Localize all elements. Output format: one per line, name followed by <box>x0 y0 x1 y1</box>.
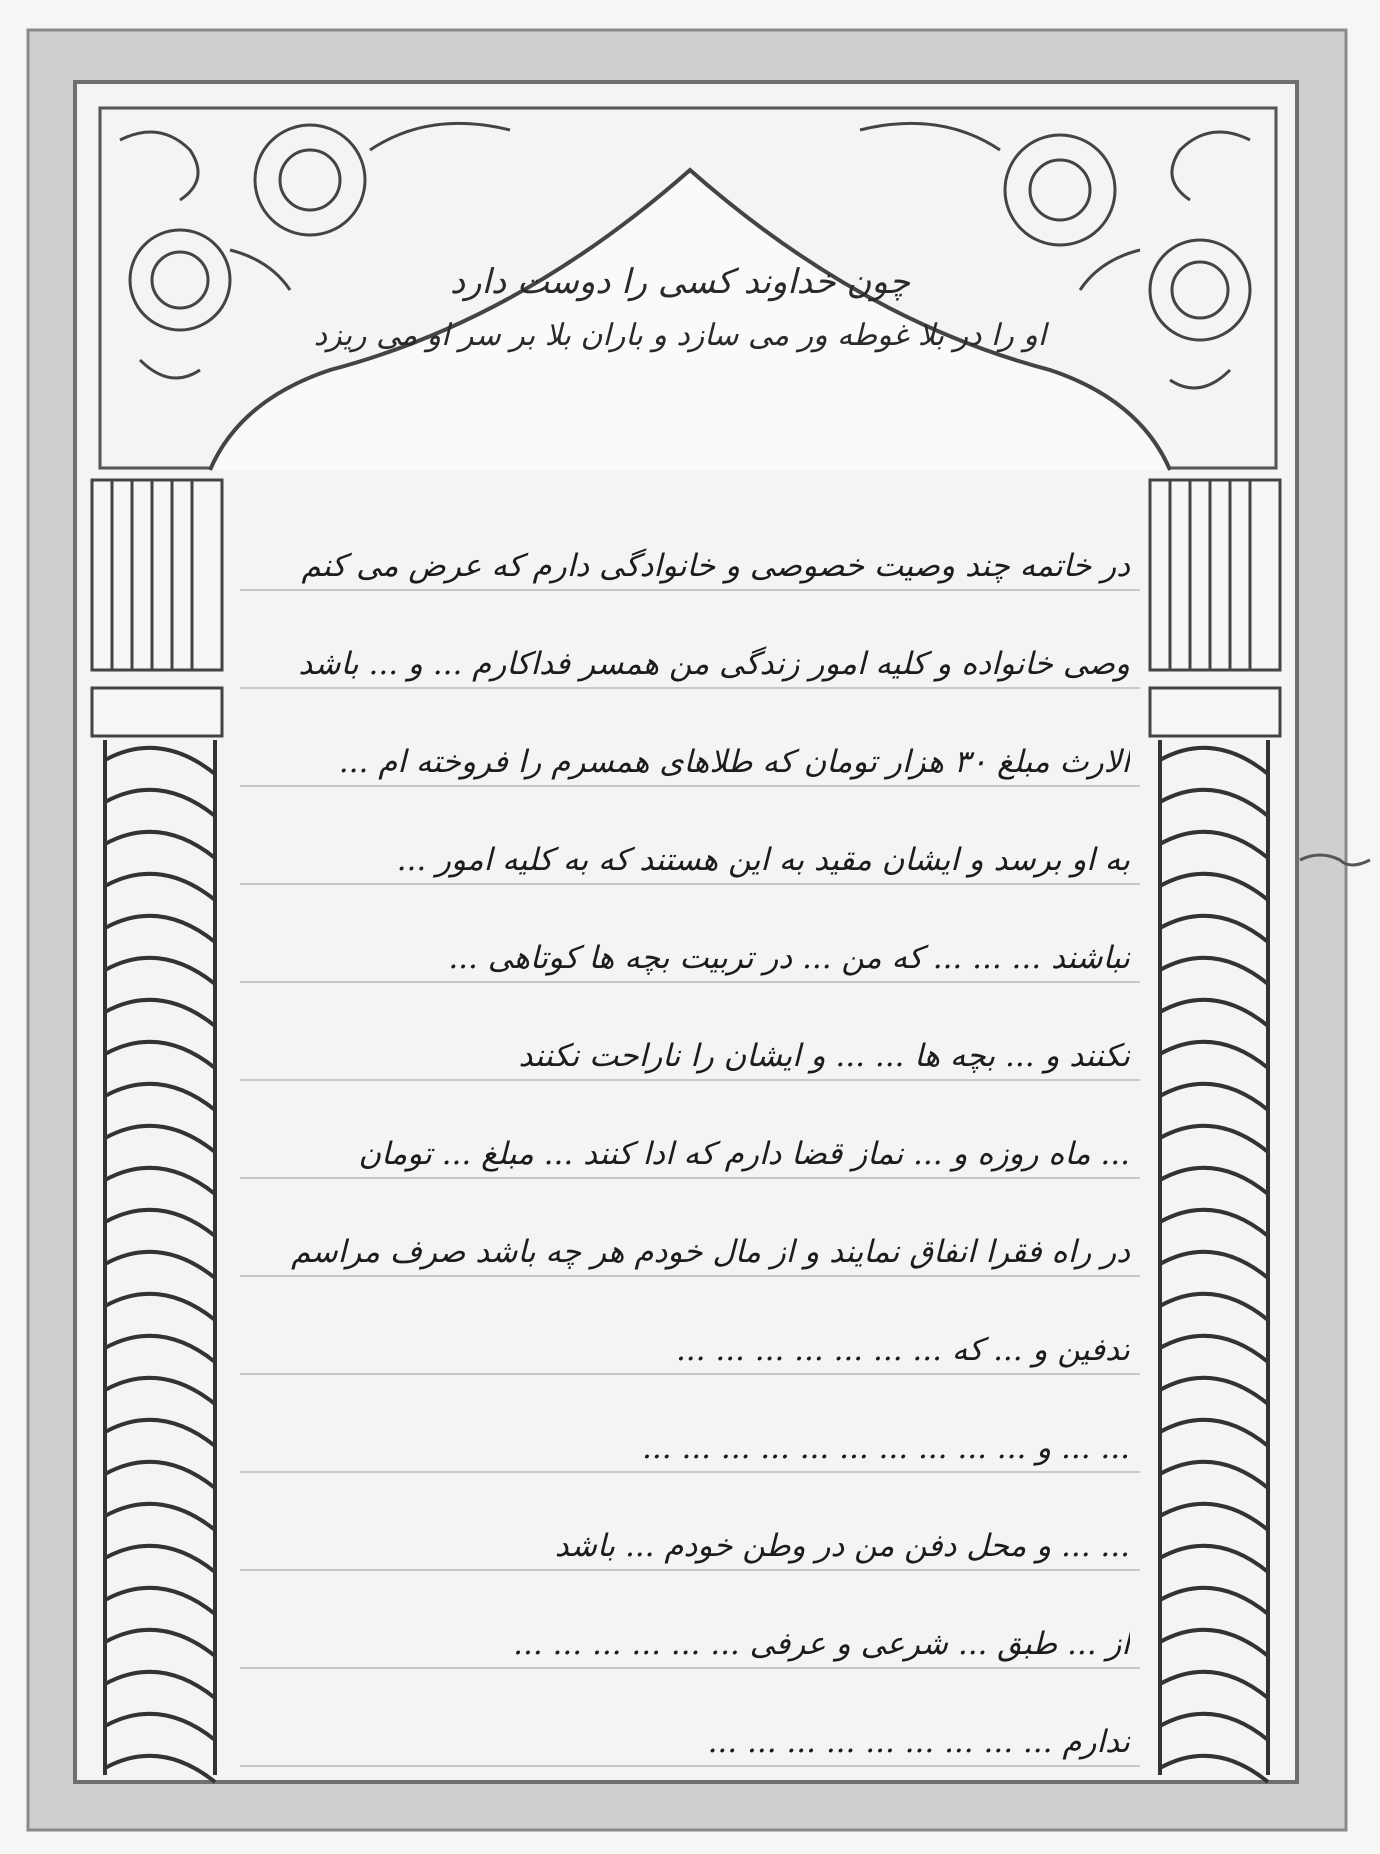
handwritten-body <box>250 548 1130 1838</box>
right-column-capital <box>1150 480 1280 736</box>
left-column-capital <box>92 480 222 736</box>
body-line: ... ماه روزه و ... نماز قضا دارم که ادا کنند ... مبلغ ... تومان <box>358 1136 1130 1172</box>
body-line: در خاتمه چند وصیت خصوصی و خانوادگی دارم که عرض می کنم <box>301 548 1130 584</box>
header-line-2: او را در بلا غوطه ور می سازد و باران بلا بر سر او می ریزد <box>313 318 1047 353</box>
body-line: از ... طبق ... شرعی و عرفی ... ... ... ... ... ... <box>513 1626 1130 1662</box>
body-line: ... ... و محل دفن من در وطن خودم ... باشد <box>554 1528 1130 1564</box>
body-line: تدفین و ... که ... ... ... ... ... ... ... <box>675 1332 1130 1368</box>
body-line: نکنند و ... بچه ها ... ... و ایشان را ناراحت نکنند <box>518 1038 1130 1074</box>
body-line: ... ... و ... ... ... ... ... ... ... ... ... ... <box>642 1430 1130 1466</box>
body-line: الارث مبلغ ۳۰ هزار تومان که طلاهای همسرم را فروخته ام ... <box>338 744 1130 780</box>
body-line: ندارم ... ... ... ... ... ... ... ... ... <box>707 1724 1130 1760</box>
header-line-1: چون خداوند کسی را دوست دارد <box>450 262 910 302</box>
body-line: در راه فقرا انفاق نمایند و از مال خودم هر چه باشد صرف مراسم <box>291 1234 1130 1270</box>
body-line: وصی خانواده و کلیه امور زندگی من همسر فداکارم ... و ... باشد <box>298 646 1130 682</box>
body-line: نباشند ... ... ... که من ... در تربیت بچه ها کوتاهی ... <box>448 940 1130 976</box>
body-line: به او برسد و ایشان مقید به این هستند که به کلیه امور ... <box>396 842 1130 878</box>
